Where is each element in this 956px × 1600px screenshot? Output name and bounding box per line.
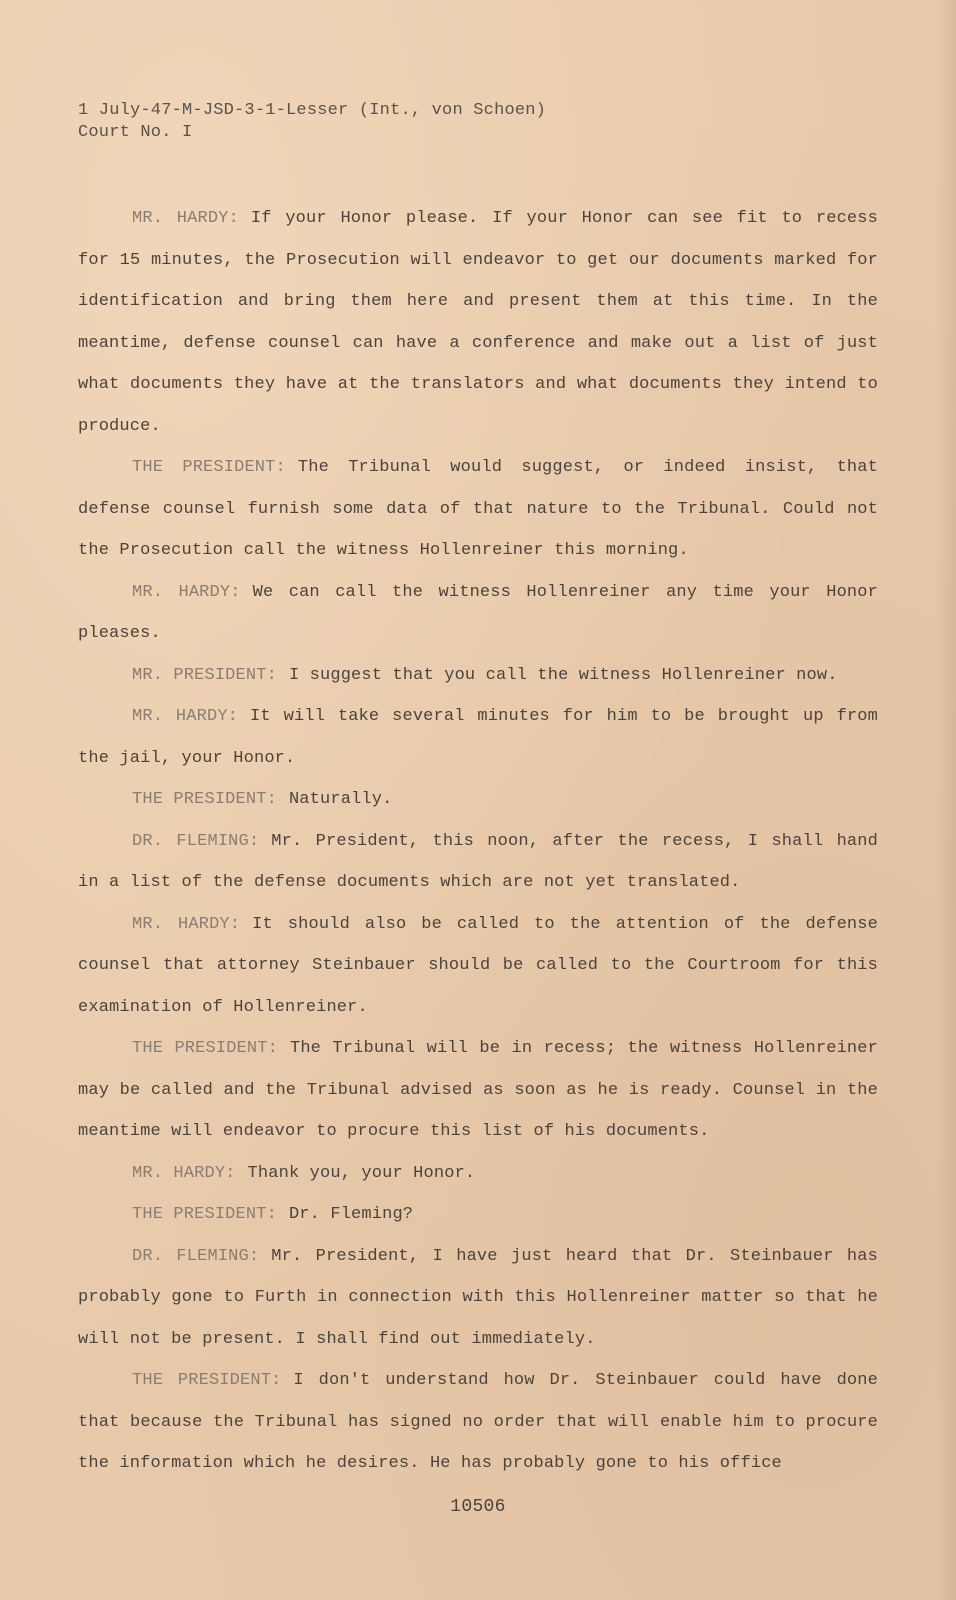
speaker-label: THE PRESIDENT: [132,1039,278,1058]
transcript-paragraph [78,696,878,779]
transcript-paragraph [78,198,878,447]
speaker-label: THE PRESIDENT: [132,1371,282,1390]
transcript-paragraph [78,1194,878,1236]
header-line-1: 1 July-47-M-JSD-3-1-Lesser (Int., von Schoen) [78,101,547,120]
speaker-label: MR. HARDY: [132,1163,236,1183]
transcript-paragraph [78,1153,878,1195]
speaker-label: MR. HARDY: [132,914,241,934]
speech-text: It will take several minutes for him to be brought up from the jail, your Honor. [78,707,878,768]
speech-text: I suggest that you call the witness Hollenreiner now. [288,665,838,685]
transcript-body [78,198,878,1485]
speaker-label: THE PRESIDENT: [132,1205,277,1224]
document-header [78,100,546,144]
page-number: 10506 [450,1497,506,1517]
speaker-label: MR. HARDY: [132,582,241,602]
speech-text: Dr. Fleming? [288,1205,414,1224]
speaker-label: THE PRESIDENT: [132,790,277,809]
transcript-paragraph [78,572,878,655]
speech-text: Mr. President, this noon, after the recess, I shall hand in a list of the defense documents which are not yet translated. [78,831,878,892]
transcript-paragraph [78,1360,878,1485]
speaker-label: MR. HARDY: [132,707,239,726]
page-edge-shadow [936,0,956,1600]
transcript-paragraph [78,904,878,1029]
speech-text: The Tribunal would suggest, or indeed insist, that defense counsel furnish some data of that nature to the Tribunal. Could not the Prosecution call the witness Hollenreiner this morning. [78,458,878,560]
transcript-paragraph [78,821,878,904]
speech-text: Naturally. [288,790,393,809]
transcript-paragraph [78,447,878,572]
speech-text: It should also be called to the attention of the defense counsel that attorney Steinbauer should be called to the Courtroom for this examination of Hollenreiner. [78,914,878,1017]
speaker-label: MR. PRESIDENT: [132,665,277,685]
speech-text: Mr. President, I have just heard that Dr. Steinbauer has probably gone to Furth in connection with this Hollenreiner matter so that he will not be present. I shall find out immediately. [78,1246,878,1349]
speech-text: We can call the witness Hollenreiner any time your Honor pleases. [78,582,878,643]
speech-text: Thank you, your Honor. [247,1163,476,1183]
transcript-paragraph [78,655,878,697]
transcript-paragraph [78,1028,878,1153]
speech-text: I don't understand how Dr. Steinbauer could have done that because the Tribunal has signed no order that will enable him to procure the information which he desires. He has probably gone to his office [78,1371,878,1473]
transcript-paragraph [78,1236,878,1361]
speaker-label: DR. FLEMING: [132,831,260,851]
speech-text: The Tribunal will be in recess; the witness Hollenreiner may be called and the Tribunal advised as soon as he is ready. Counsel in the meantime will endeavor to procure this list of his documents. [78,1039,878,1141]
speaker-label: MR. HARDY: [132,209,239,228]
speech-text: If your Honor please. If your Honor can see fit to recess for 15 minutes, the Prosecution will endeavor to get our documents marked for identification and bring them here and present them at this time. In the meantime, defense counsel can have a conference and make out a list of just what documents they have at the translators and what documents they intend to produce. [78,209,878,436]
header-line-2: Court No. I [78,123,193,142]
transcript-paragraph [78,779,878,821]
speaker-label: THE PRESIDENT: [132,458,286,477]
speaker-label: DR. FLEMING: [132,1246,260,1266]
